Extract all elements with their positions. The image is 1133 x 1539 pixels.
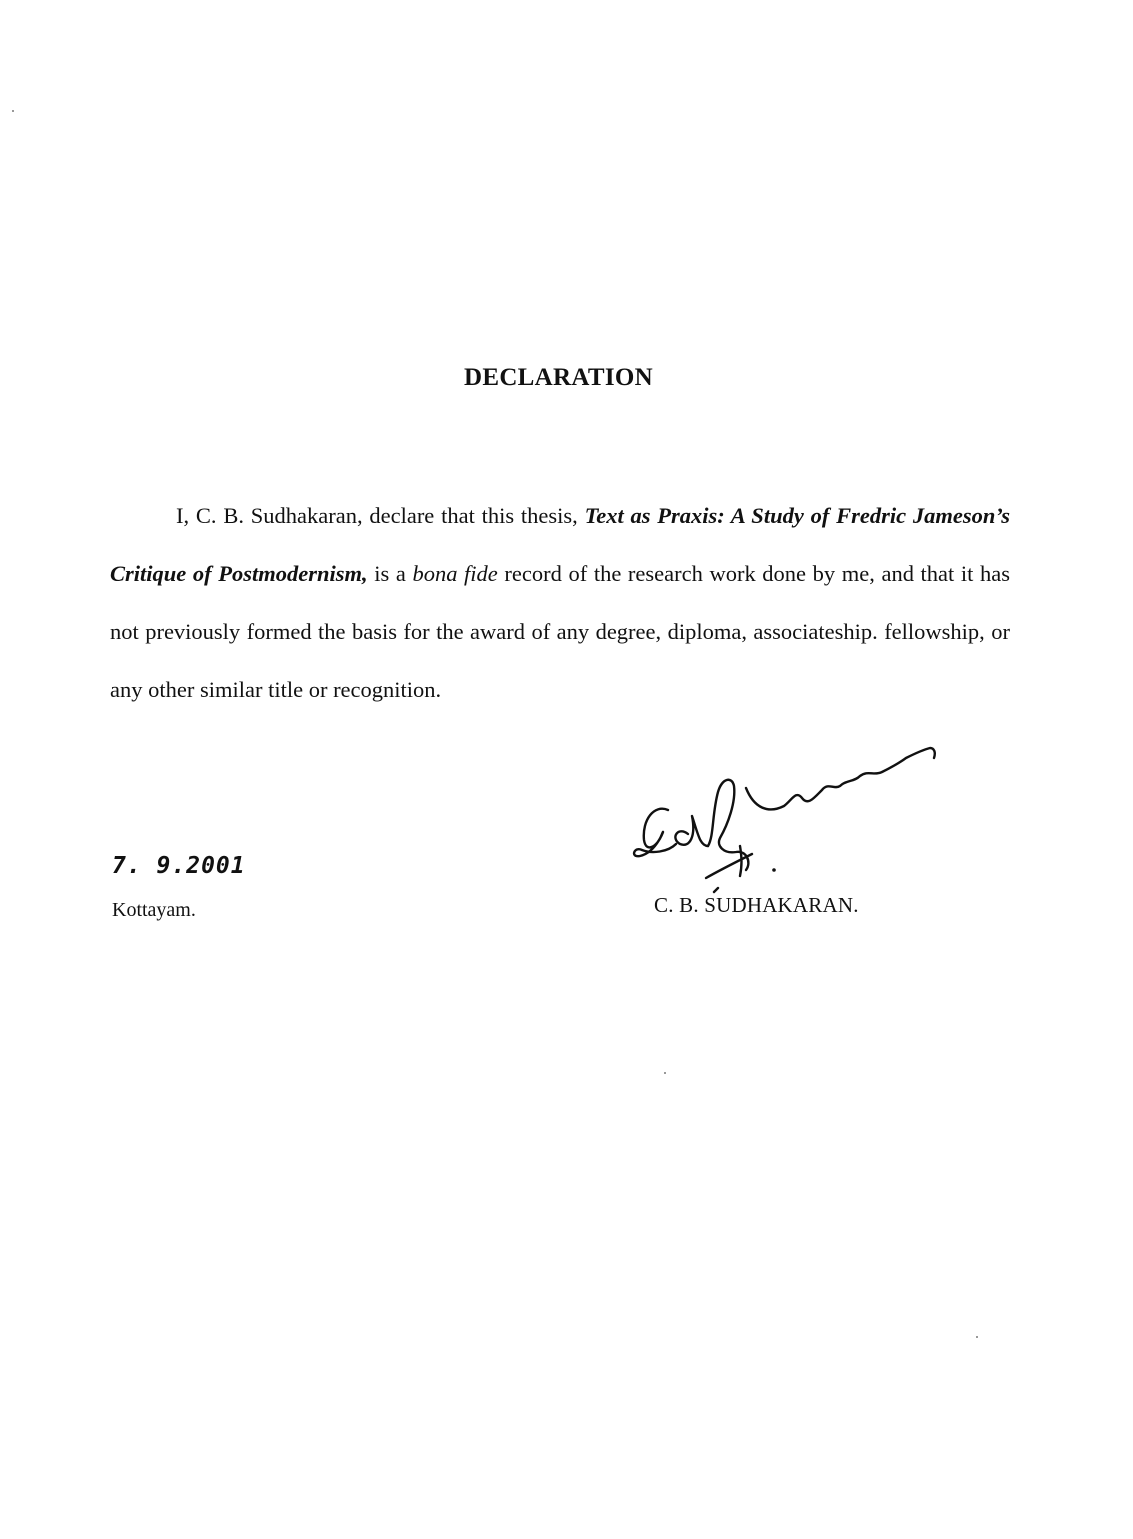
bona-fide-phrase: bona fide <box>412 561 498 586</box>
signature-stroke <box>675 816 708 846</box>
signature-stroke <box>740 846 742 876</box>
signature-stroke <box>706 854 752 878</box>
signature-stroke <box>634 809 676 857</box>
scan-speck <box>976 1336 978 1338</box>
declaration-text-part3: record of the research work done by me, and that it has not previously formed the basis for the award of any degree, diploma, associateship. fellowship, or any other similar title or recognition. <box>110 561 1010 702</box>
scan-speck <box>12 110 14 112</box>
handwritten-signature <box>628 742 948 902</box>
page-title: DECLARATION <box>464 364 653 391</box>
thesis-title: Text as Praxis: A Study of Fredric Jameson’s Critique of Postmodernism, <box>110 503 1010 586</box>
declaration-text-part1: I, C. B. Sudhakaran, declare that this thesis, <box>176 503 585 528</box>
scan-speck <box>664 1072 666 1074</box>
place-name: Kottayam. <box>112 899 196 921</box>
signatory-name: C. B. SUDHAKARAN. <box>654 893 859 917</box>
handwritten-date: 7. 9.2001 <box>112 853 246 879</box>
declaration-paragraph <box>110 487 1010 719</box>
signature-stroke <box>746 748 935 809</box>
declaration-text-part2: is a <box>367 561 413 586</box>
signature-dot <box>772 868 776 872</box>
signature-stroke <box>714 888 718 892</box>
